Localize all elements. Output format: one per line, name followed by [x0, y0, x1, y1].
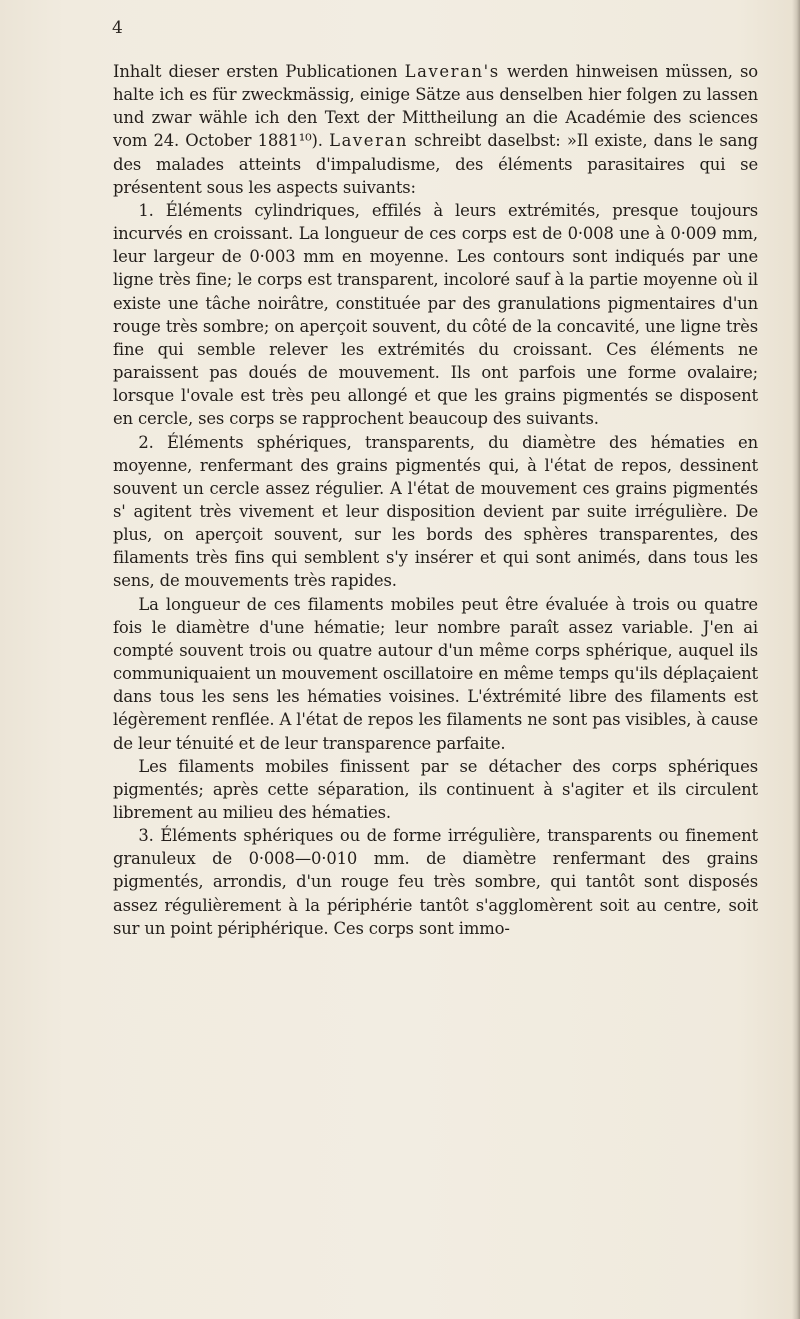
paragraph-1-text-a: Inhalt dieser ersten Publicationen	[113, 62, 405, 81]
body-text	[113, 60, 758, 940]
paragraph-1-text-b: werden hinweisen müssen, so halte ich es für zweckmässig, einige Sätze aus denselben hier folgen zu lassen und zwar wähle ich den Text der Mittheilung an die Académie des sciences vom 24. October 1881¹⁰).	[113, 62, 758, 151]
paragraph-5: Les filaments mobiles finissent par se détacher des corps sphériques pigmentés; après cette séparation, ils continuent à s'agiter et ils circulent librement au milieu des hématies.	[113, 756, 758, 822]
paragraph-1-text-c: schreibt daselbst: »Il existe, dans le sang des malades atteints d'impaludisme, des éléments parasitaires qui se présentent sous les aspects suivants:	[113, 131, 759, 197]
paragraph-1	[113, 60, 758, 199]
page-edge-shadow	[792, 0, 800, 1319]
paragraph-6: 3. Éléments sphériques ou de forme irrégulière, transparents ou finement granuleux de 0·008—0·010 mm. de diamètre renfermant des grains pigmentés, arrondis, d'un rouge feu très sombre, qui tantôt sont disposés assez régulièrement à la périphérie tantôt s'agglomèrent soit au centre, soit sur un point périphérique. Ces corps sont immo-	[113, 826, 758, 938]
author-name-laveran-possessive: Laveran's	[404, 62, 500, 81]
paragraph-2: 1. Éléments cylindriques, effilés à leurs extrémités, presque toujours incurvés en croissant. La longueur de ces corps est de 0·008 une à 0·009 mm, leur largeur de 0·003 mm en moyenne. Les contours sont indiqués par une ligne très fine; le corps est transparent, incoloré sauf à la partie moyenne où il existe une tâche noirâtre, constituée par des granulations pigmentaires d'un rouge très sombre; on aperçoit souvent, du côté de la concavité, une ligne très fine qui semble relever les extrémités du croissant. Ces éléments ne paraissent pas doués de mouvement. Ils ont parfois une forme ovalaire; lorsque l'ovale est très peu allongé et que les grains pigmentés se disposent en cercle, ses corps se rapprochent beaucoup des suivants.	[113, 200, 758, 429]
paragraph-4: La longueur de ces filaments mobiles peut être évaluée à trois ou quatre fois le diamètre d'une hématie; leur nombre paraît assez variable. J'en ai compté souvent trois ou quatre autour d'un même corps sphérique, auquel ils communiquaient un mouvement oscillatoire en même temps qu'ils déplaçaient dans tous les sens les hématies voisines. L'éxtrémité libre des filaments est légèrement renflée. A l'état de repos les filaments ne sont pas visibles, à cause de leur ténuité et de leur transparence parfaite.	[113, 594, 758, 753]
paragraph-3: 2. Éléments sphériques, transparents, du diamètre des hématies en moyenne, renfermant des grains pigmentés qui, à l'état de repos, dessinent souvent un cercle assez régulier. A l'état de mouvement ces grains pigmentés s' agitent très vivement et leur disposition devient par suite irrégulière. De plus, on aperçoit souvent, sur les bords des sphères transparentes, des filaments très fins qui semblent s'y insérer et qui sont animés, dans tous les sens, de mouvements très rapides.	[113, 432, 758, 591]
author-name-laveran: Laveran	[329, 131, 409, 151]
page-number: 4	[112, 18, 123, 38]
